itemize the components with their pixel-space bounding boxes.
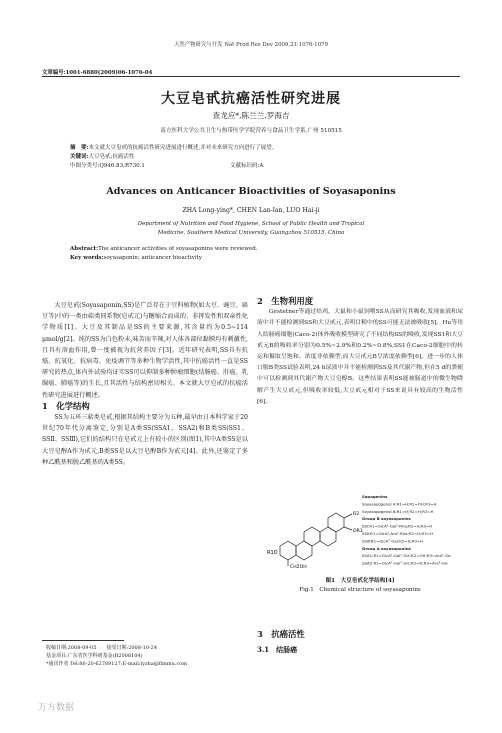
section-3-heading: 3 抗癌活性 (257, 629, 305, 639)
affiliation-chinese: 南方医科大学公共卫生与热带医学学院营养与食品卫生学系,广州 510515 (160, 128, 342, 134)
article-id: 文章编号:1001-6880(2009)06-1076-04 (42, 70, 153, 76)
keywords-chinese (70, 153, 440, 161)
section-2-heading: 2 生物利用度 (257, 296, 314, 306)
legend-line: SSⅢ:R1=GlcA²-Gal;R2=H;R3=H (362, 538, 424, 544)
figure-1-structure (266, 492, 462, 570)
footnote-received: 收稿日期:2008-09-05 接受日期:2008-10-24 (46, 645, 158, 651)
affiliation-english-line2: Medicine, Southern Medical University, Guangzhou 510515, China (157, 230, 345, 236)
title-chinese: 大豆皂甙抗癌活性研究进展 (161, 91, 341, 107)
or3-label: OR3 (353, 529, 363, 534)
section-1-text: SS为五环三萜类皂甙,根据其结构主要分为五种,最早由日本科学家于20世纪70年代分离鉴定,分别是A类SS(SSA1、SSA2)和B类SS(SS1、SSⅡ、SSⅢ),它们的结构只在皂甙元上有较小的区别(图1),其中A类SS是以大豆皂醇A作为甙元,B类SS是以大豆皂醇B作为甙元[4]。此外,还鉴定了多种乙酰基和脱乙酰基的A类SS。 (42, 414, 248, 466)
running-header: 天然产物研究与开发 Nat Prod Res Dev 2009,21:1076-1079 (173, 42, 329, 48)
abstract-en-text: The anticancer activities of soyasaponins were reviewed. (98, 246, 258, 252)
section-2-text: Gestetner等通过给鸡、大鼠和小鼠饲喂SS从而研究其吸收,发现血液和尿液中并不能检测到SS和大豆甙元,表明目粮中的SS可能无法被吸收[5]。Hu等用人结肠癌细胞(Caco-2)体外吸收模型研究了不同结构SS的吸收,发现SS1和大豆甙元B的吸收率分别为0.5%~2.9%和0.2%~0.8%,SS1在Caco-2细胞中的转运和摄取呈饱和、浓度非依赖型,而大豆甙元B呈浓度依赖型[6]。进一步的人体口服B类SS试验表明,24 h尿液中并不能检测到SS及其代谢产物,但在5 d的粪便中可以检测到其代谢产物大豆皂醇B。这些结果表明SS能被肠道中的微生物降解产生大豆甙元,但吸收率较低,大豆甙元相对于SS来说具有较高的生物活性[6]。 (257, 309, 463, 405)
ch2oh-label: CH2OH (290, 565, 307, 570)
section-3-1-heading: 3.1 结肠癌 (257, 645, 298, 654)
legend-line: Soyasapogenol A:R1=H;R2=OH;R3=H (362, 501, 437, 507)
figure-caption-chinese: 图1 大豆皂甙化学结构[4] (325, 578, 395, 584)
footnote-fund: 基金项目:广东省医学科研基金(B2008104) (46, 653, 143, 659)
legend-line: Group B soyasaponins (362, 516, 411, 522)
keywords-text: 大豆皂甙;抗癌活性 (88, 154, 135, 160)
title-english: Advances on Anticancer Bioactivities of Soyasaponins (106, 186, 396, 197)
intro-paragraph: 大豆皂甙(Soyasaponin,SS)是广泛存在于豆科植物(如大豆、豌豆、扁豆等)中的一类由萜类同系物(皂甙元)与糖缩合而成的、非挥发性和双亲性化学物质[1]。大豆及其制品是SS的主要来源,其含量约为0.5~114 μmol/g[2]。纯的SS为白色粉末,味苦而辛辣,对人体各部位黏膜均有刺激性,且具有溶血作用,曾一度被视为抗营养因子[3]。近年研究表明,SS具有抗癌、抗氧化、抗病毒、免疫调节等多种生物学活性,其中抗癌活性一直是SS研究的热点,体内外试验均证实SS可以抑制多种肿瘤细胞(结肠癌、肝癌、乳腺癌、肺癌等)的生长,且其活性与结构密切相关。本文就大豆皂甙的抗癌活性研究进展进行概述。 (42, 302, 248, 399)
abstract-english (70, 245, 440, 253)
keywords-english (70, 254, 440, 262)
section-1-heading: 1 化学结构 (42, 400, 90, 411)
legend-line: SSA2:R1=GlcA²-Gal²-Glc;R2=H;R3=Ara³-Glc (362, 560, 449, 566)
legend-line: Sapogenins (362, 494, 388, 499)
legend-line: SSⅠ:R1=GlcA²-Gal²-Rha;R2=H;R3=H (362, 523, 433, 529)
legend-line: SSⅡ:R1=GlcA²-Ara²-Rha;R2=H;R3=H (362, 531, 433, 536)
structure-legend (362, 494, 451, 566)
keywords-label: 关键词: (70, 154, 89, 160)
classification-line (70, 162, 440, 170)
document-code: 文献标识码:A (230, 163, 264, 169)
triterpene-rings (280, 513, 352, 566)
authors-chinese: 查龙应*,陈兰兰,罗海吉 (212, 111, 290, 120)
abstract-label: 摘 要: (70, 145, 89, 151)
r1o-label: R1O (267, 550, 278, 556)
keywords-en-text: soyasaponin; anticancer bioactivity (103, 255, 202, 261)
abstract-en-label: Abstract: (70, 246, 99, 252)
affiliation-english-line1: Department of Nutrition and Food Hygiene, School of Public Health and Tropical (137, 221, 365, 227)
legend-line: SSA1:R1=GlcA²-Gal²-Glc;R2=OH;R3=Ara³-Glc (362, 553, 452, 559)
abstract-text: 本文就大豆皂甙的抗癌活性研究进展进行概述,并对未来研究方向进行了展望。 (88, 145, 278, 151)
chemical-structure-drawing (266, 492, 462, 570)
watermark: 万方数据 (38, 703, 75, 713)
footnote-contact: *通讯作者 Tel:86-20-62789127;E-mail:lyzha@fimmu.com (46, 661, 187, 667)
legend-line: Group A soyasaponins (362, 545, 411, 551)
r2-label: R2 (353, 512, 360, 517)
legend-line: Soyasapogenol B:R1=H;R2=H;R3=H (362, 508, 434, 514)
authors-english: ZHA Long-ying*, CHEN Lan-lan, LUO Hai-ji (182, 207, 320, 214)
keywords-en-label: Key words: (70, 255, 104, 261)
right-column (257, 296, 463, 408)
abstract-chinese (70, 144, 440, 152)
footnote-rule (42, 640, 124, 641)
classification-number: 中图分类号:Q946.83;R730.1 (70, 163, 145, 169)
left-column (42, 300, 248, 468)
header-rule (42, 76, 460, 77)
figure-caption-english: Fig.1 Chemical structure of soyasaponins (299, 587, 421, 593)
